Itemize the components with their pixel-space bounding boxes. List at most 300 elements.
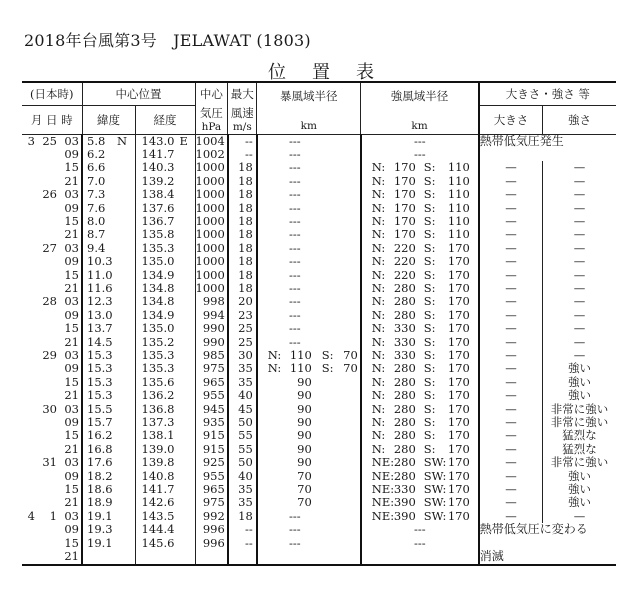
max-wind: 18 xyxy=(228,242,257,255)
header-storm-unit: km xyxy=(300,120,317,132)
latitude-cell xyxy=(82,416,135,429)
size: — xyxy=(479,309,543,322)
strong-radius-cell xyxy=(361,202,479,215)
strong-radius-cell xyxy=(361,429,479,442)
longitude-cell xyxy=(135,362,195,375)
month: 3 xyxy=(27,134,35,148)
strong-val-1: 280 xyxy=(393,375,416,389)
table-row xyxy=(22,456,616,469)
strong-dir-2: S: xyxy=(423,362,436,376)
strong-dir-2: SW: xyxy=(423,456,447,470)
pressure: 985 xyxy=(195,349,228,362)
latitude-cell xyxy=(82,188,135,201)
longitude-cell xyxy=(135,349,195,362)
strong-val-2: 170 xyxy=(447,402,470,416)
date-cell xyxy=(22,161,82,174)
date-cell xyxy=(22,336,82,349)
table-row xyxy=(22,255,616,268)
storm-val: 90 xyxy=(297,389,312,403)
size: — xyxy=(479,443,543,456)
latitude-cell xyxy=(82,175,135,188)
longitude: 138.1 xyxy=(141,429,175,443)
date-cell xyxy=(22,215,82,228)
latitude: 6.6 xyxy=(87,161,106,175)
strength: — xyxy=(543,215,616,228)
latitude-cell xyxy=(82,443,135,456)
max-wind: 25 xyxy=(228,336,257,349)
strong-val-1: 170 xyxy=(393,174,416,188)
pressure: 935 xyxy=(195,416,228,429)
header-time-sub: 月 日 時 xyxy=(22,106,82,135)
strong-dir-1: N: xyxy=(371,241,386,255)
strong-val-1: 170 xyxy=(393,201,416,215)
strength: 猛烈な xyxy=(543,429,616,442)
table-row xyxy=(22,309,616,322)
size: — xyxy=(479,175,543,188)
status-note: 熱帯低気圧に変わる xyxy=(479,523,616,536)
date-cell xyxy=(22,309,82,322)
latitude-cell xyxy=(82,322,135,335)
storm-val: 90 xyxy=(297,456,312,470)
month: 4 xyxy=(27,509,35,523)
longitude-cell xyxy=(135,202,195,215)
hour: 03 xyxy=(64,402,79,416)
date-cell xyxy=(22,282,82,295)
strength: 強い xyxy=(543,376,616,389)
hour: 21 xyxy=(64,550,79,564)
latitude: 7.0 xyxy=(87,174,106,188)
table-row xyxy=(22,523,616,536)
strong-dir-1: N: xyxy=(371,161,386,175)
storm-radius-cell xyxy=(257,389,361,402)
latitude-cell xyxy=(82,215,135,228)
storm-val: 90 xyxy=(297,416,312,430)
latitude: 15.3 xyxy=(87,349,113,362)
strong-dir-1: N: xyxy=(371,362,386,376)
storm-none: --- xyxy=(288,201,301,215)
max-wind: 20 xyxy=(228,295,257,308)
pressure: 1000 xyxy=(195,188,228,201)
longitude-cell xyxy=(135,269,195,282)
hour: 21 xyxy=(64,228,79,242)
longitude-cell xyxy=(135,309,195,322)
strong-val-1: 280 xyxy=(393,416,416,430)
latitude: 11.6 xyxy=(87,281,113,295)
storm-radius-cell xyxy=(257,242,361,255)
max-wind: 18 xyxy=(228,510,257,523)
longitude: 138.4 xyxy=(141,188,175,202)
strong-val-2: 170 xyxy=(447,241,470,255)
latitude-cell xyxy=(82,269,135,282)
longitude-cell xyxy=(135,134,195,148)
strong-dir-2: S: xyxy=(423,402,436,416)
size: — xyxy=(479,242,543,255)
day: 25 xyxy=(42,134,57,148)
latitude: 18.2 xyxy=(87,469,113,483)
longitude-cell xyxy=(135,336,195,349)
strong-val-2: 110 xyxy=(447,161,470,175)
strength: 強い xyxy=(543,483,616,496)
header-lat: 緯度 xyxy=(82,106,135,135)
storm-radius-cell xyxy=(257,429,361,442)
strong-val-1: 390 xyxy=(393,509,416,523)
latitude-cell xyxy=(82,134,135,148)
storm-val-1: 110 xyxy=(289,362,312,376)
storm-radius-cell xyxy=(257,269,361,282)
storm-radius-cell xyxy=(257,416,361,429)
header-lon: 経度 xyxy=(135,106,195,135)
longitude-cell xyxy=(135,255,195,268)
strong-radius-cell xyxy=(361,483,479,496)
strong-dir-1: NE: xyxy=(371,469,395,483)
strong-dir-2: S: xyxy=(423,214,436,228)
storm-val-2: 70 xyxy=(343,362,358,376)
latitude-cell xyxy=(82,255,135,268)
table-row xyxy=(22,269,616,282)
date-cell xyxy=(22,202,82,215)
pressure: 1000 xyxy=(195,269,228,282)
status-note: 熱帯低気圧発生 xyxy=(479,134,616,148)
storm-none: --- xyxy=(288,161,301,175)
strong-dir-2: S: xyxy=(423,335,436,349)
hour: 15 xyxy=(64,429,79,443)
storm-radius-cell xyxy=(257,161,361,174)
strong-none: --- xyxy=(413,134,426,148)
strong-dir-2: S: xyxy=(423,201,436,215)
latitude-cell xyxy=(82,282,135,295)
hour: 15 xyxy=(64,268,79,282)
latitude: 9.4 xyxy=(87,241,106,255)
strong-val-2: 170 xyxy=(447,281,470,295)
table-title: 位置表 xyxy=(268,62,400,83)
hour: 03 xyxy=(64,188,79,202)
strength: 猛烈な xyxy=(543,443,616,456)
longitude: 134.8 xyxy=(141,295,175,309)
latitude-cell xyxy=(82,309,135,322)
storm-radius-cell xyxy=(257,443,361,456)
date-cell xyxy=(22,175,82,188)
day: 31 xyxy=(42,456,57,470)
storm-none: --- xyxy=(288,188,301,202)
storm-dir-2: S: xyxy=(321,362,334,376)
longitude-cell xyxy=(135,416,195,429)
size: — xyxy=(479,496,543,509)
strength: — xyxy=(543,242,616,255)
longitude: 139.2 xyxy=(141,174,175,188)
strong-val-1: 390 xyxy=(393,496,416,510)
strong-radius-cell xyxy=(361,309,479,322)
storm-radius-cell xyxy=(257,295,361,308)
strong-val-2: 170 xyxy=(447,362,470,376)
strong-radius-cell xyxy=(361,295,479,308)
longitude-cell xyxy=(135,282,195,295)
storm-radius-cell xyxy=(257,336,361,349)
strong-dir-1: N: xyxy=(371,268,386,282)
strong-val-2: 110 xyxy=(447,228,470,242)
strong-radius-cell xyxy=(361,215,479,228)
strong-val-2: 170 xyxy=(447,268,470,282)
table-row xyxy=(22,429,616,442)
table-body xyxy=(22,134,616,565)
hour: 21 xyxy=(64,496,79,510)
table-row xyxy=(22,148,616,161)
strong-val-1: 220 xyxy=(393,255,416,269)
strong-dir-1: N: xyxy=(371,429,386,443)
storm-val: 90 xyxy=(297,402,312,416)
date-cell xyxy=(22,416,82,429)
storm-dir-2: S: xyxy=(321,349,334,362)
longitude: 139.8 xyxy=(141,456,175,470)
table-row xyxy=(22,389,616,402)
strong-dir-2: SW: xyxy=(423,496,447,510)
longitude: 141.7 xyxy=(141,483,175,497)
latitude-cell xyxy=(82,523,135,536)
size: — xyxy=(479,255,543,268)
strong-dir-1: N: xyxy=(371,228,386,242)
table-row xyxy=(22,188,616,201)
size: — xyxy=(479,161,543,174)
strong-dir-1: N: xyxy=(371,295,386,309)
storm-val: 70 xyxy=(297,469,312,483)
date-cell xyxy=(22,389,82,402)
pressure: 915 xyxy=(195,443,228,456)
latitude: 19.3 xyxy=(87,523,113,537)
hour: 03 xyxy=(64,134,79,148)
strong-radius-cell xyxy=(361,255,479,268)
strong-dir-1: N: xyxy=(371,281,386,295)
storm-radius-cell xyxy=(257,175,361,188)
pressure xyxy=(195,550,228,564)
strong-dir-2: S: xyxy=(423,429,436,443)
table-row xyxy=(22,175,616,188)
table-row xyxy=(22,550,616,564)
pressure: 1000 xyxy=(195,215,228,228)
strong-dir-1: N: xyxy=(371,255,386,269)
strong-val-1: 330 xyxy=(393,483,416,497)
longitude: 136.7 xyxy=(141,214,175,228)
table-row xyxy=(22,282,616,295)
strong-radius-cell xyxy=(361,389,479,402)
storm-none: --- xyxy=(288,536,301,550)
hour: 09 xyxy=(64,308,79,322)
latitude-cell xyxy=(82,389,135,402)
pressure: 975 xyxy=(195,362,228,375)
max-wind: 18 xyxy=(228,228,257,241)
max-wind: 18 xyxy=(228,269,257,282)
day: 30 xyxy=(42,402,57,416)
storm-radius-cell xyxy=(257,550,361,564)
strong-radius-cell xyxy=(361,537,479,550)
strength: 強い xyxy=(543,389,616,402)
storm-radius-cell xyxy=(257,537,361,550)
strength: 非常に強い xyxy=(543,456,616,469)
latitude: 7.6 xyxy=(87,201,106,215)
max-wind xyxy=(228,550,257,564)
max-wind: 18 xyxy=(228,202,257,215)
date-cell xyxy=(22,242,82,255)
latitude: 8.0 xyxy=(87,214,106,228)
max-wind: 50 xyxy=(228,416,257,429)
hour: 09 xyxy=(64,523,79,537)
storm-radius-cell xyxy=(257,349,361,362)
max-wind: 45 xyxy=(228,403,257,416)
header-strong-radius xyxy=(361,82,479,134)
size: — xyxy=(479,282,543,295)
longitude-cell xyxy=(135,550,195,564)
strong-val-1: 280 xyxy=(393,362,416,376)
strong-dir-1: NE: xyxy=(371,496,395,510)
storm-none: --- xyxy=(288,134,301,148)
longitude: 136.2 xyxy=(141,389,175,403)
pressure: 1000 xyxy=(195,255,228,268)
longitude-cell xyxy=(135,148,195,161)
strong-dir-2: S: xyxy=(423,268,436,282)
latitude-cell xyxy=(82,403,135,416)
header-pressure-unit: hPa xyxy=(201,120,222,133)
latitude: 13.7 xyxy=(87,322,113,336)
size: — xyxy=(479,416,543,429)
day: 27 xyxy=(42,241,57,255)
size: — xyxy=(479,322,543,335)
latitude: 13.0 xyxy=(87,308,113,322)
table-row xyxy=(22,228,616,241)
storm-none: --- xyxy=(288,322,301,336)
longitude-cell xyxy=(135,228,195,241)
header-storm-radius xyxy=(257,82,361,134)
max-wind: 18 xyxy=(228,188,257,201)
latitude-cell xyxy=(82,362,135,375)
strength: — xyxy=(543,269,616,282)
table-row xyxy=(22,416,616,429)
date-cell xyxy=(22,322,82,335)
header-strong-radius-label: 強風域半径 xyxy=(390,89,449,103)
latitude-cell xyxy=(82,148,135,161)
size: — xyxy=(479,456,543,469)
strong-val-1: 280 xyxy=(393,469,416,483)
hour: 03 xyxy=(64,349,79,362)
max-wind: 18 xyxy=(228,255,257,268)
longitude-cell xyxy=(135,161,195,174)
strong-val-2: 170 xyxy=(447,416,470,430)
hour: 03 xyxy=(64,456,79,470)
longitude-cell xyxy=(135,537,195,550)
strength: 非常に強い xyxy=(543,416,616,429)
longitude: 135.3 xyxy=(141,349,175,362)
latitude-cell xyxy=(82,295,135,308)
strong-dir-2: S: xyxy=(423,375,436,389)
strong-radius-cell xyxy=(361,349,479,362)
strength: — xyxy=(543,175,616,188)
table-row xyxy=(22,336,616,349)
strong-radius-cell xyxy=(361,362,479,375)
longitude: 144.4 xyxy=(141,523,175,537)
storm-radius-cell xyxy=(257,309,361,322)
storm-radius-cell xyxy=(257,510,361,523)
hour: 15 xyxy=(64,536,79,550)
hour: 21 xyxy=(64,174,79,188)
longitude: 143.5 xyxy=(141,509,175,523)
pressure: 994 xyxy=(195,309,228,322)
storm-none: --- xyxy=(288,241,301,255)
position-table xyxy=(22,81,616,566)
date-cell xyxy=(22,228,82,241)
size: — xyxy=(479,403,543,416)
strong-val-1: 330 xyxy=(393,349,416,362)
longitude-dir: E xyxy=(179,134,188,148)
latitude-cell xyxy=(82,202,135,215)
longitude: 134.9 xyxy=(141,268,175,282)
strong-radius-cell xyxy=(361,443,479,456)
strength: — xyxy=(543,309,616,322)
hour: 15 xyxy=(64,322,79,336)
longitude-cell xyxy=(135,403,195,416)
max-wind: 18 xyxy=(228,282,257,295)
longitude: 141.7 xyxy=(141,147,175,161)
date-cell xyxy=(22,148,82,161)
storm-radius-cell xyxy=(257,255,361,268)
strong-dir-1: N: xyxy=(371,188,386,202)
longitude: 137.6 xyxy=(141,201,175,215)
latitude: 6.2 xyxy=(87,147,106,161)
table-row xyxy=(22,322,616,335)
strong-val-1: 280 xyxy=(393,429,416,443)
latitude-cell xyxy=(82,510,135,523)
strength: — xyxy=(543,228,616,241)
strong-val-2: 110 xyxy=(447,201,470,215)
table-row xyxy=(22,202,616,215)
storm-radius-cell xyxy=(257,215,361,228)
strong-radius-cell xyxy=(361,175,479,188)
size: — xyxy=(479,215,543,228)
longitude: 135.2 xyxy=(141,335,175,349)
pressure: 975 xyxy=(195,496,228,509)
strong-val-2: 170 xyxy=(447,295,470,309)
size: — xyxy=(479,376,543,389)
latitude: 17.6 xyxy=(87,456,113,470)
strong-val-2: 170 xyxy=(447,429,470,443)
storm-none: --- xyxy=(288,295,301,309)
latitude: 15.3 xyxy=(87,389,113,403)
strong-val-1: 220 xyxy=(393,241,416,255)
max-wind: -- xyxy=(228,523,257,536)
strong-dir-1: N: xyxy=(371,375,386,389)
max-wind: 35 xyxy=(228,496,257,509)
strong-val-1: 330 xyxy=(393,335,416,349)
table-row xyxy=(22,537,616,550)
storm-none: --- xyxy=(288,228,301,242)
table-row xyxy=(22,483,616,496)
pressure: 965 xyxy=(195,376,228,389)
storm-none: --- xyxy=(288,255,301,269)
strength: 強い xyxy=(543,496,616,509)
pressure: 1000 xyxy=(195,282,228,295)
hour: 15 xyxy=(64,375,79,389)
longitude: 143.0 xyxy=(141,134,175,148)
strong-val-1: 280 xyxy=(393,456,416,470)
longitude-cell xyxy=(135,295,195,308)
strong-none: --- xyxy=(413,147,426,161)
max-wind: -- xyxy=(228,537,257,550)
table-row xyxy=(22,295,616,308)
max-wind: -- xyxy=(228,134,257,148)
storm-none: --- xyxy=(288,308,301,322)
storm-radius-cell xyxy=(257,148,361,161)
storm-none: --- xyxy=(288,174,301,188)
strength: — xyxy=(543,202,616,215)
latitude-cell xyxy=(82,429,135,442)
strong-val-1: 280 xyxy=(393,389,416,403)
header-pressure-top: 中心 xyxy=(195,82,228,106)
